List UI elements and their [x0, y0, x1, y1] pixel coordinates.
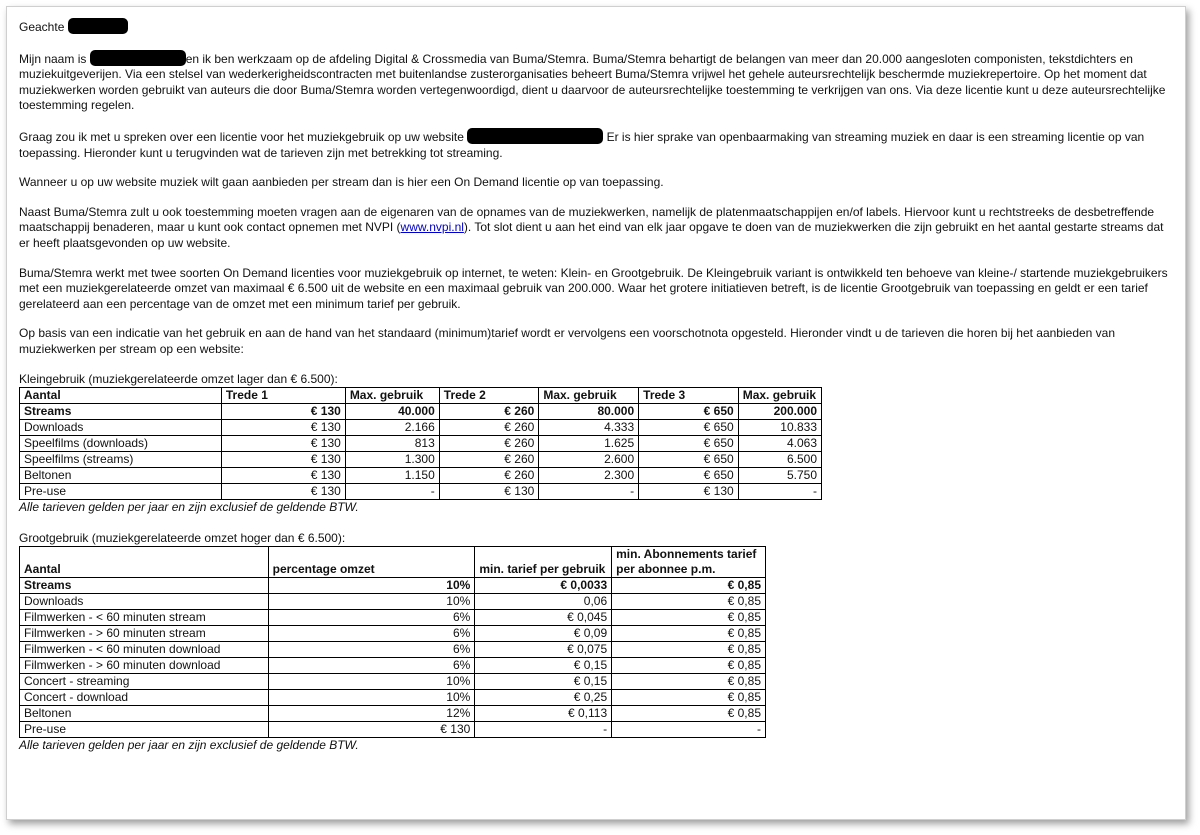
row-label: Speelfilms (downloads)	[20, 435, 222, 451]
kleingebruik-note: Alle tarieven gelden per jaar en zijn exclusief de geldende BTW.	[19, 499, 359, 514]
table-cell: 813	[345, 435, 439, 451]
table-cell: € 650	[639, 435, 739, 451]
row-label: Speelfilms (streams)	[20, 451, 222, 467]
table-row	[20, 577, 766, 593]
table-header-row	[20, 387, 822, 403]
table-cell: € 0,85	[612, 609, 766, 625]
table-cell: -	[612, 721, 766, 737]
grootgebruik-table	[19, 546, 766, 738]
table-cell: € 0,85	[612, 673, 766, 689]
table-cell: € 0,85	[612, 577, 766, 593]
redacted-sender-name	[90, 50, 186, 66]
table-cell: 2.166	[345, 419, 439, 435]
table-cell: 6%	[268, 657, 475, 673]
table-cell: -	[539, 483, 639, 499]
table-cell: € 130	[221, 403, 345, 419]
table-cell: € 130	[639, 483, 739, 499]
table-row	[20, 705, 766, 721]
column-header: Trede 1	[221, 387, 345, 403]
table-cell: 10%	[268, 689, 475, 705]
table-cell: € 130	[439, 483, 539, 499]
column-header: Max. gebruik	[539, 387, 639, 403]
table-cell: 6%	[268, 641, 475, 657]
table-cell: € 650	[639, 403, 739, 419]
table-cell: 6%	[268, 625, 475, 641]
license-rest: Er is hier sprake van openbaarmaking van streaming muziek en daar is een streaming licentie op van toepassing. Hieronder kunt u terugvinden wat de tarieven zijn met betrekking tot streaming.	[19, 129, 1145, 160]
column-header: min. Abonnements tarief per abonnee p.m.	[612, 546, 766, 577]
table-cell: € 260	[439, 419, 539, 435]
table-cell: € 650	[639, 467, 739, 483]
row-label: Beltonen	[20, 705, 269, 721]
redacted-name	[68, 18, 128, 34]
table-cell: € 130	[221, 467, 345, 483]
table-cell: € 0,09	[475, 625, 612, 641]
table-cell: € 130	[221, 435, 345, 451]
table-cell: 6%	[268, 609, 475, 625]
table-cell: 12%	[268, 705, 475, 721]
table-cell: -	[475, 721, 612, 737]
table-cell: € 0,0033	[475, 577, 612, 593]
table-cell: € 130	[221, 419, 345, 435]
table-cell: 5.750	[738, 467, 821, 483]
table-cell: € 260	[439, 403, 539, 419]
table-cell: € 0,15	[475, 673, 612, 689]
table-cell: 6.500	[738, 451, 821, 467]
paragraph-intro	[19, 50, 1169, 114]
table-cell: € 0,85	[612, 689, 766, 705]
column-header: Max. gebruik	[345, 387, 439, 403]
row-label: Pre-use	[20, 483, 222, 499]
paragraph-license-types: Buma/Stemra werkt met twee soorten On Demand licenties voor muziekgebruik op internet, te weten: Klein- en Grootgebruik. De Kleingebruik variant is ontwikkeld ten behoeve van kleine-/ startende muziekgebruikers met een muziekgerelateerde omzet van maximaal € 6.500 uit de website en een maximaal gebruik van 200.000. Waar het grotere initiatieven betreft, is de licentie Grootgebruik van toepassing en geldt er een tarief gerelateerd aan een percentage van de omzet met een minimum tarief per gebruik.	[19, 265, 1168, 311]
grootgebruik-note: Alle tarieven gelden per jaar en zijn exclusief de geldende BTW.	[19, 737, 359, 752]
nvpi-end: ). Tot slot dient u aan het eind van elk jaar opgave te doen van de muziekwerken die zijn gebruikt en het aantal gestarte streams dat er heeft plaatsgevonden op uw website.	[19, 220, 1164, 250]
table-cell: 80.000	[539, 403, 639, 419]
letter-body	[19, 18, 1169, 769]
table-cell: 10%	[268, 577, 475, 593]
table-cell: -	[345, 483, 439, 499]
table-cell: 200.000	[738, 403, 821, 419]
row-label: Concert - streaming	[20, 673, 269, 689]
row-label: Filmwerken - > 60 minuten download	[20, 657, 269, 673]
table-cell: € 650	[639, 451, 739, 467]
table-cell: € 0,85	[612, 705, 766, 721]
table-row	[20, 641, 766, 657]
table-cell: € 0,113	[475, 705, 612, 721]
table-cell: 4.063	[738, 435, 821, 451]
column-header: Aantal	[20, 387, 222, 403]
row-label: Streams	[20, 577, 269, 593]
table-row	[20, 435, 822, 451]
row-label: Filmwerken - < 60 minuten download	[20, 641, 269, 657]
table-cell: € 130	[268, 721, 475, 737]
kleingebruik-table	[19, 387, 822, 500]
table-header-row	[20, 546, 766, 577]
table-cell: 2.300	[539, 467, 639, 483]
table-cell: 1.300	[345, 451, 439, 467]
column-header: Aantal	[20, 546, 269, 577]
table-cell: 10.833	[738, 419, 821, 435]
table-cell: 10%	[268, 593, 475, 609]
row-label: Concert - download	[20, 689, 269, 705]
table-cell: € 130	[221, 483, 345, 499]
greeting-line	[19, 18, 1169, 36]
table-row	[20, 657, 766, 673]
intro-start: Mijn naam is	[19, 51, 87, 66]
table-cell: € 0,85	[612, 625, 766, 641]
table-cell: 2.600	[539, 451, 639, 467]
table-row	[20, 467, 822, 483]
row-label: Filmwerken - > 60 minuten stream	[20, 625, 269, 641]
table-cell: 1.625	[539, 435, 639, 451]
table-row	[20, 609, 766, 625]
table-row	[20, 403, 822, 419]
table-cell: 10%	[268, 673, 475, 689]
table-cell: € 0,075	[475, 641, 612, 657]
paragraph-nvpi	[19, 205, 1169, 252]
paragraph-license	[19, 128, 1169, 161]
kleingebruik-caption: Kleingebruik (muziekgerelateerde omzet lager dan € 6.500):	[19, 371, 338, 386]
table-row	[20, 483, 822, 499]
table-row	[20, 419, 822, 435]
row-label: Streams	[20, 403, 222, 419]
row-label: Filmwerken - < 60 minuten stream	[20, 609, 269, 625]
paragraph-on-demand: Wanneer u op uw website muziek wilt gaan aanbieden per stream dan is hier een On Demand licentie op van toepassing.	[19, 175, 664, 190]
table-row	[20, 593, 766, 609]
table-row	[20, 625, 766, 641]
table-cell: € 650	[639, 419, 739, 435]
table-cell: € 0,25	[475, 689, 612, 705]
table-cell: € 0,15	[475, 657, 612, 673]
table-cell: € 260	[439, 435, 539, 451]
table-cell: € 260	[439, 467, 539, 483]
column-header: min. tarief per gebruik	[475, 546, 612, 577]
column-header: percentage omzet	[268, 546, 475, 577]
table-row	[20, 689, 766, 705]
column-header: Trede 2	[439, 387, 539, 403]
table-row	[20, 451, 822, 467]
row-label: Pre-use	[20, 721, 269, 737]
license-start: Graag zou ik met u spreken over een licentie voor het muziekgebruik op uw website	[19, 129, 464, 144]
paragraph-tariffs-intro: Op basis van een indicatie van het gebruik en aan de hand van het standaard (minimum)tarief wordt er vervolgens een voorschotnota opgesteld. Hieronder vindt u de tarieven die horen bij het aanbieden van muziekwerken per stream op een website:	[19, 326, 1116, 356]
nvpi-link[interactable]: www.nvpi.nl	[400, 220, 464, 235]
table-cell: -	[738, 483, 821, 499]
grootgebruik-caption: Grootgebruik (muziekgerelateerde omzet hoger dan € 6.500):	[19, 530, 346, 545]
table-row	[20, 721, 766, 737]
table-cell: 40.000	[345, 403, 439, 419]
table-row	[20, 673, 766, 689]
nvpi-start: Naast Buma/Stemra zult u ook toestemming moeten vragen aan de eigenaren van de opnames van de muziekwerken, namelijk de platenmaatschappijen en/of labels. Hiervoor kunt u rechtstreeks de desbetreffende maatschappij benaderen, maar u kunt ook contact opnemen met NVPI (	[19, 204, 1155, 235]
column-header: Max. gebruik	[738, 387, 821, 403]
table-cell: € 0,045	[475, 609, 612, 625]
table-cell: 0,06	[475, 593, 612, 609]
row-label: Downloads	[20, 593, 269, 609]
row-label: Beltonen	[20, 467, 222, 483]
table-cell: € 0,85	[612, 657, 766, 673]
table-cell: € 260	[439, 451, 539, 467]
column-header: Trede 3	[639, 387, 739, 403]
table-cell: 4.333	[539, 419, 639, 435]
greeting: Geachte	[19, 20, 65, 34]
table-cell: 1.150	[345, 467, 439, 483]
table-cell: € 0,85	[612, 641, 766, 657]
row-label: Downloads	[20, 419, 222, 435]
table-cell: € 130	[221, 451, 345, 467]
intro-rest: en ik ben werkzaam op de afdeling Digital & Crossmedia van Buma/Stemra. Buma/Stemra behartigt de belangen van meer dan 20.000 aangesloten componisten, tekstdichters en muziekuitgeverijen. Via een stelsel van wederkerigheidscontracten met buitenlandse zusterorganisaties beheert Buma/Stemra vrijwel het gehele auteursrechtelijk beschermde muziekrepertoire. Op het moment dat muziekwerken worden gebruikt van auteurs die door Buma/Stemra worden vertegenwoordigd, dient u daarvoor de auteursrechtelijke toestemming te verkrijgen van ons. Via deze licentie kunt u deze auteursrechtelijke toestemming regelen.	[19, 51, 1166, 113]
redacted-website	[467, 128, 603, 144]
letter-sheet	[6, 6, 1186, 820]
table-cell: € 0,85	[612, 593, 766, 609]
